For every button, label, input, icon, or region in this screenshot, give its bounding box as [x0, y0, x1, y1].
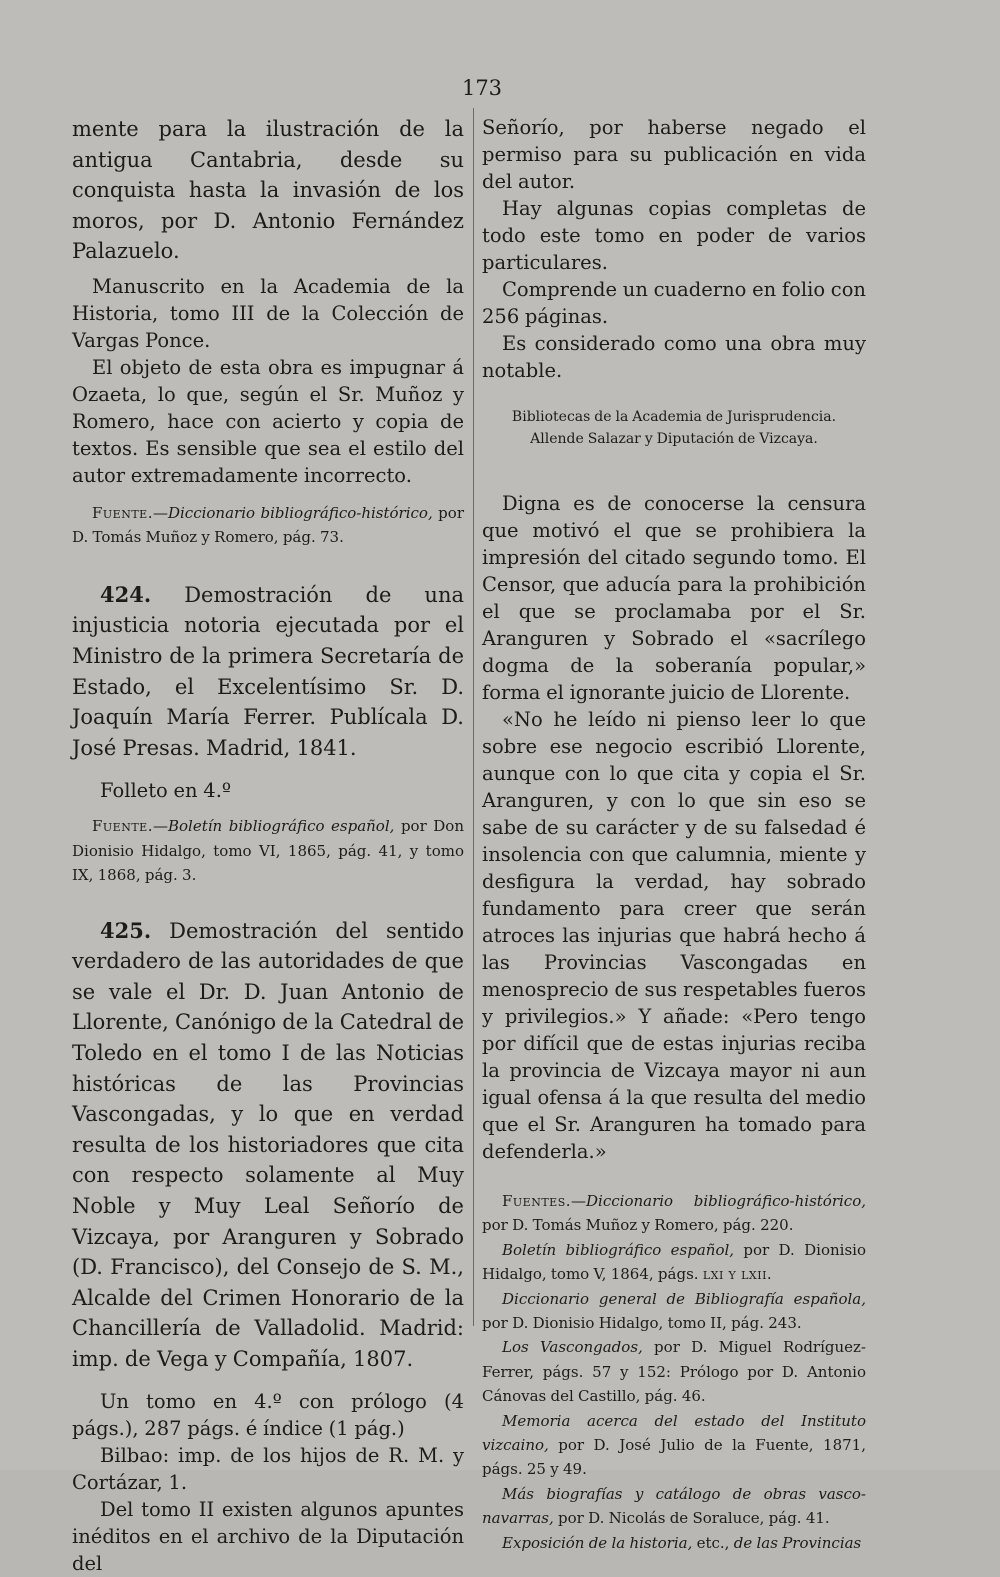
source-detail: por D. José Julio de la Fuente, 1871, págs. 25 y 49. — [482, 1436, 866, 1479]
source-detail: por D. Dionisio Hidalgo, tomo II, pág. 243. — [482, 1314, 802, 1333]
source-detail: por D. Nicolás de Soraluce, pág. 41. — [553, 1509, 830, 1528]
entry-425-note: Del tomo II existen algunos apuntes inéditos en el archivo de la Diputación del — [72, 1498, 464, 1576]
source-citation — [482, 1335, 866, 1408]
quoted-paragraph: «No he leído ni pienso leer lo que sobre ese negocio escribió Llorente, aunque con lo que cita y copia el Sr. Aranguren, y con lo que sin eso se sabe de su carácter y de su falsedad é insolencia con que calumnia, miente y desfigura la verdad, hay sobrado fundamento para creer que serán atroces las injurias que habrá hecho á las Provincias Vascongadas en menosprecio de sus respetables fueros y privilegios.» Y añade: «Pero tengo por difícil que de estas injurias reciba la provincia de Vizcaya mayor ni aun igual ofensa á la que resulta del medio que el Sr. Aranguren ha tomado para defenderla.» — [482, 708, 866, 1163]
source-work-title: Memoria acerca del estado del Instituto vizcaino, — [482, 1411, 866, 1455]
entry-425 — [72, 916, 464, 1375]
source-citation — [482, 1287, 866, 1336]
source-dash: — — [571, 1192, 587, 1210]
entry-424-format: Folleto en 4.º — [100, 779, 232, 803]
entry-424 — [72, 580, 464, 764]
entry-title: Demostración de una injusticia notoria ejecutada por el Ministro de la primera Secretaría de Estado, el Excelentísimo Sr. D. Joaquín María Ferrer. Publícala D. José Presas. Madrid, 1841. — [72, 582, 464, 760]
source-citation — [482, 1531, 866, 1555]
source-work-title: Diccionario bibliográfico-histórico, — [167, 503, 433, 522]
source-citation — [72, 814, 464, 887]
left-column — [72, 114, 464, 1577]
entry-425-imprint: Bilbao: imp. de los hijos de R. M. y Cortázar, 1. — [72, 1444, 464, 1495]
paragraph: Hay algunas copias completas de todo este tomo en poder de varios particulares. — [482, 197, 866, 274]
source-detail: etc., — [692, 1533, 734, 1552]
right-column — [482, 114, 866, 1555]
source-detail: por D. Dionisio Hidalgo, tomo V, 1864, págs. — [482, 1240, 866, 1284]
column-divider — [473, 108, 474, 1326]
paragraph: Digna es de conocerse la censura que motivó el que se prohibiera la impresión del citado segundo tomo. El Censor, que aducía para la prohibición el que se proclamaba por el Sr. Aranguren y Sobrado el «sacrílego dogma de la soberanía popular,» forma el ignorante juicio de Llorente. — [482, 492, 866, 704]
source-work-title: Boletín bibliográfico español, — [502, 1240, 735, 1259]
entry-title: Demostración del sentido verdadero de las autoridades de que se vale el Dr. D. Juan Antonio de Llorente, Canónigo de la Catedral de Toledo en el tomo I de las Noticias históricas de las Provincias Vascongadas, y lo que en verdad resulta de los historiadores que cita con respecto solamente al Muy Noble y Muy Leal Señorío de Vizcaya, por Aranguren y Sobrado (D. Francisco), del Consejo de S. M., Alcalde del Crimen Honorario de la Chancillería de Valladolid. Madrid: imp. de Vega y Compañía, 1807. — [72, 918, 464, 1371]
source-dash: — — [152, 817, 168, 836]
source-citation — [482, 1409, 866, 1482]
source-label: Fuente. — [92, 817, 153, 836]
library-line: Allende Salazar y Diputación de Vizcaya. — [530, 431, 818, 447]
source-work-title: de las Provincias — [733, 1533, 862, 1552]
source-work-title: Exposición de la historia, — [502, 1533, 693, 1552]
commentary-paragraph: El objeto de esta obra es impugnar á Ozaeta, lo que, según el Sr. Muñoz y Romero, hace con acierto y copia de textos. Es sensible que sea el estilo del autor extremadamente incorrecto. — [72, 355, 464, 487]
paragraph: Comprende un cuaderno en folio con 256 páginas. — [482, 278, 866, 328]
paragraph: Señorío, por haberse negado el permiso para su publicación en vida del autor. — [482, 116, 866, 193]
source-detail: por Don Dionisio Hidalgo, tomo VI, 1865, pág. 41, y tomo IX, 1868, pág. 3. — [72, 817, 464, 885]
source-detail: por D. Miguel Rodríguez-Ferrer, págs. 57 y 152: Prólogo por D. Antonio Cánovas del Castillo, pág. 46. — [482, 1338, 867, 1406]
page-number: 173 — [461, 76, 503, 100]
source-roman: lxi y lxii. — [702, 1265, 773, 1284]
source-work-title: Los Vascongados, — [502, 1338, 643, 1357]
source-work-title: Diccionario bibliográfico-histórico, — [586, 1192, 866, 1210]
source-label: Fuentes. — [502, 1192, 572, 1210]
source-citation — [72, 501, 464, 550]
source-citation — [482, 1238, 866, 1287]
source-work-title: Boletín bibliográfico español, — [167, 817, 395, 836]
source-dash: — — [152, 503, 168, 522]
source-detail: por D. Tomás Muñoz y Romero, pág. 220. — [482, 1216, 794, 1235]
source-work-title: Más biografías y catálogo de obras vasco-navarras, — [482, 1484, 866, 1528]
source-citation — [482, 1482, 866, 1531]
source-citation — [482, 1189, 866, 1238]
source-label: Fuente. — [92, 503, 153, 522]
sources-list — [482, 1189, 866, 1555]
entry-continuation: mente para la ilustración de la antigua Cantabria, desde su conquista hasta la invasión de los moros, por D. Antonio Fernández Palazuelo. — [72, 117, 464, 264]
entry-425-format: Un tomo en 4.º con prólogo (4 págs.), 287 págs. é índice (1 pág.) — [72, 1390, 464, 1441]
entry-number: 424. — [100, 581, 152, 607]
entry-number: 425. — [100, 917, 152, 943]
source-work-title: Diccionario general de Bibliografía española, — [502, 1289, 866, 1308]
paragraph: Es considerado como una obra muy notable. — [482, 332, 866, 382]
library-line: Bibliotecas de la Academia de Jurisprudencia. — [511, 409, 837, 425]
manuscript-note: Manuscrito en la Academia de la Historia, tomo III de la Colección de Vargas Ponce. — [72, 274, 464, 352]
source-detail: por D. Tomás Muñoz y Romero, pág. 73. — [72, 503, 464, 547]
